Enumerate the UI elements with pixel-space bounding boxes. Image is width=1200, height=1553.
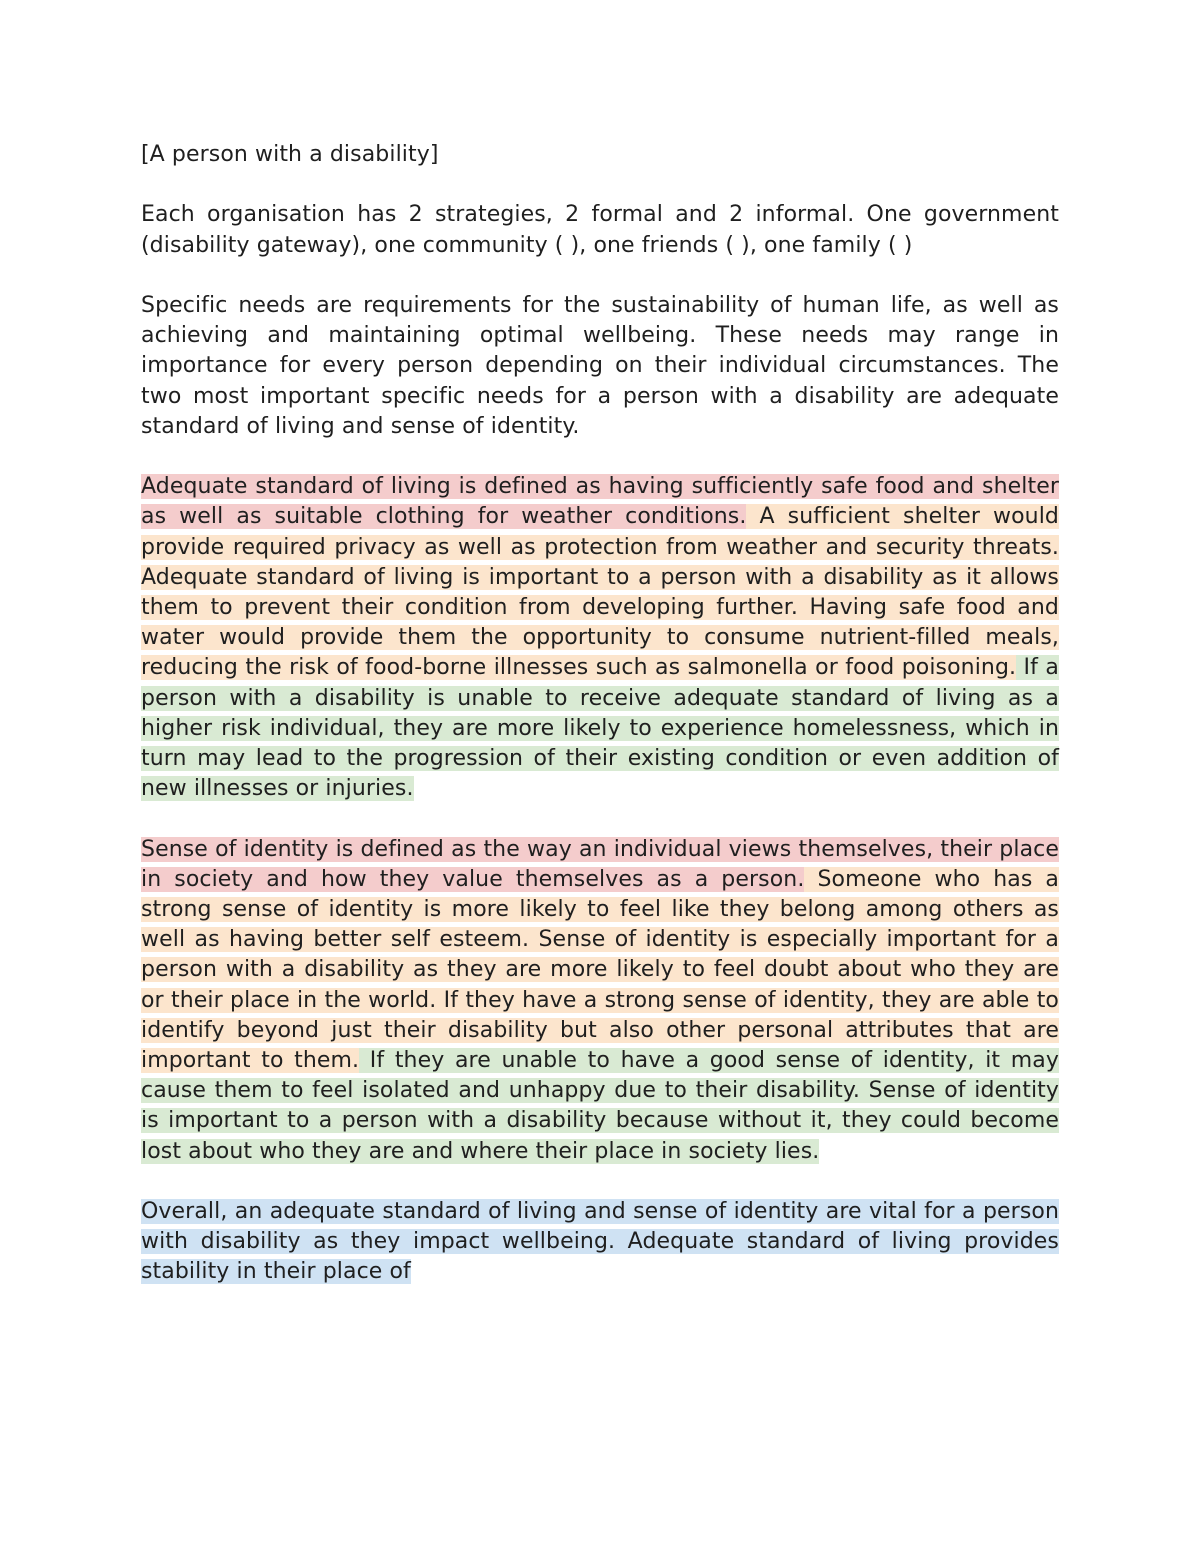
identity-importance-highlight: Someone who has a strong sense of identity is more likely to feel like they belong among others as well as having better self esteem. Sense of identity is especially important for a person with a disability as they are more likely to feel doubt about who they are or their place in the world. If they have a strong sense of identity, they are able to identify beyond just their disability but also other personal attributes that are important to them. [141,866,1059,1074]
identity-definition-highlight: Sense of identity is defined as the way an individual views themselves, their place in society and how they value themselves as a person. [141,836,1059,892]
conclusion-highlight: Overall, an adequate standard of living and sense of identity are vital for a person with disability as they impact wellbeing. Adequate standard of living provides stability in their place of [141,1199,1059,1285]
identity-paragraph [141,835,1059,1167]
intro-paragraph: Specific needs are requirements for the sustainability of human life, as well as achieving and maintaining optimal wellbeing. These needs may range in importance for every person depending on their individual circumstances. The two most important specific needs for a person with a disability are adequate standard of living and sense of identity. [141,292,1059,439]
identity-consequence-highlight: If they are unable to have a good sense of identity, it may cause them to feel isolated and unhappy due to their disability. Sense of identity is important to a person with a disability because without it, they could become lost about who they are and where their place in society lies. [141,1048,1060,1164]
living-consequence-highlight: If a person with a disability is unable to receive adequate standard of living as a higher risk individual, they are more likely to experience homelessness, which in turn may lead to the progression of their existing condition or even addition of new illnesses or injuries. [141,655,1059,802]
document-title: [A person with a disability] [141,142,439,167]
document-page [141,140,1059,1318]
living-paragraph [141,472,1059,804]
strategies-paragraph: Each organisation has 2 strategies, 2 formal and 2 informal. One government (disability gateway), one community ( ), one friends ( ), one family ( ) [141,202,1059,258]
conclusion-paragraph [141,1197,1059,1288]
living-importance-highlight: A sufficient shelter would provide required privacy as well as protection from weather and security threats. Adequate standard of living is important to a person with a disability as it allows them to prevent their condition from developing further. Having safe food and water would provide them the opportunity to consume nutrient-filled meals, reducing the risk of food-borne illnesses such as salmonella or food poisoning. [141,504,1059,681]
living-definition-highlight: Adequate standard of living is defined as having sufficiently safe food and shelter as well as suitable clothing for weather conditions. [141,474,1059,530]
